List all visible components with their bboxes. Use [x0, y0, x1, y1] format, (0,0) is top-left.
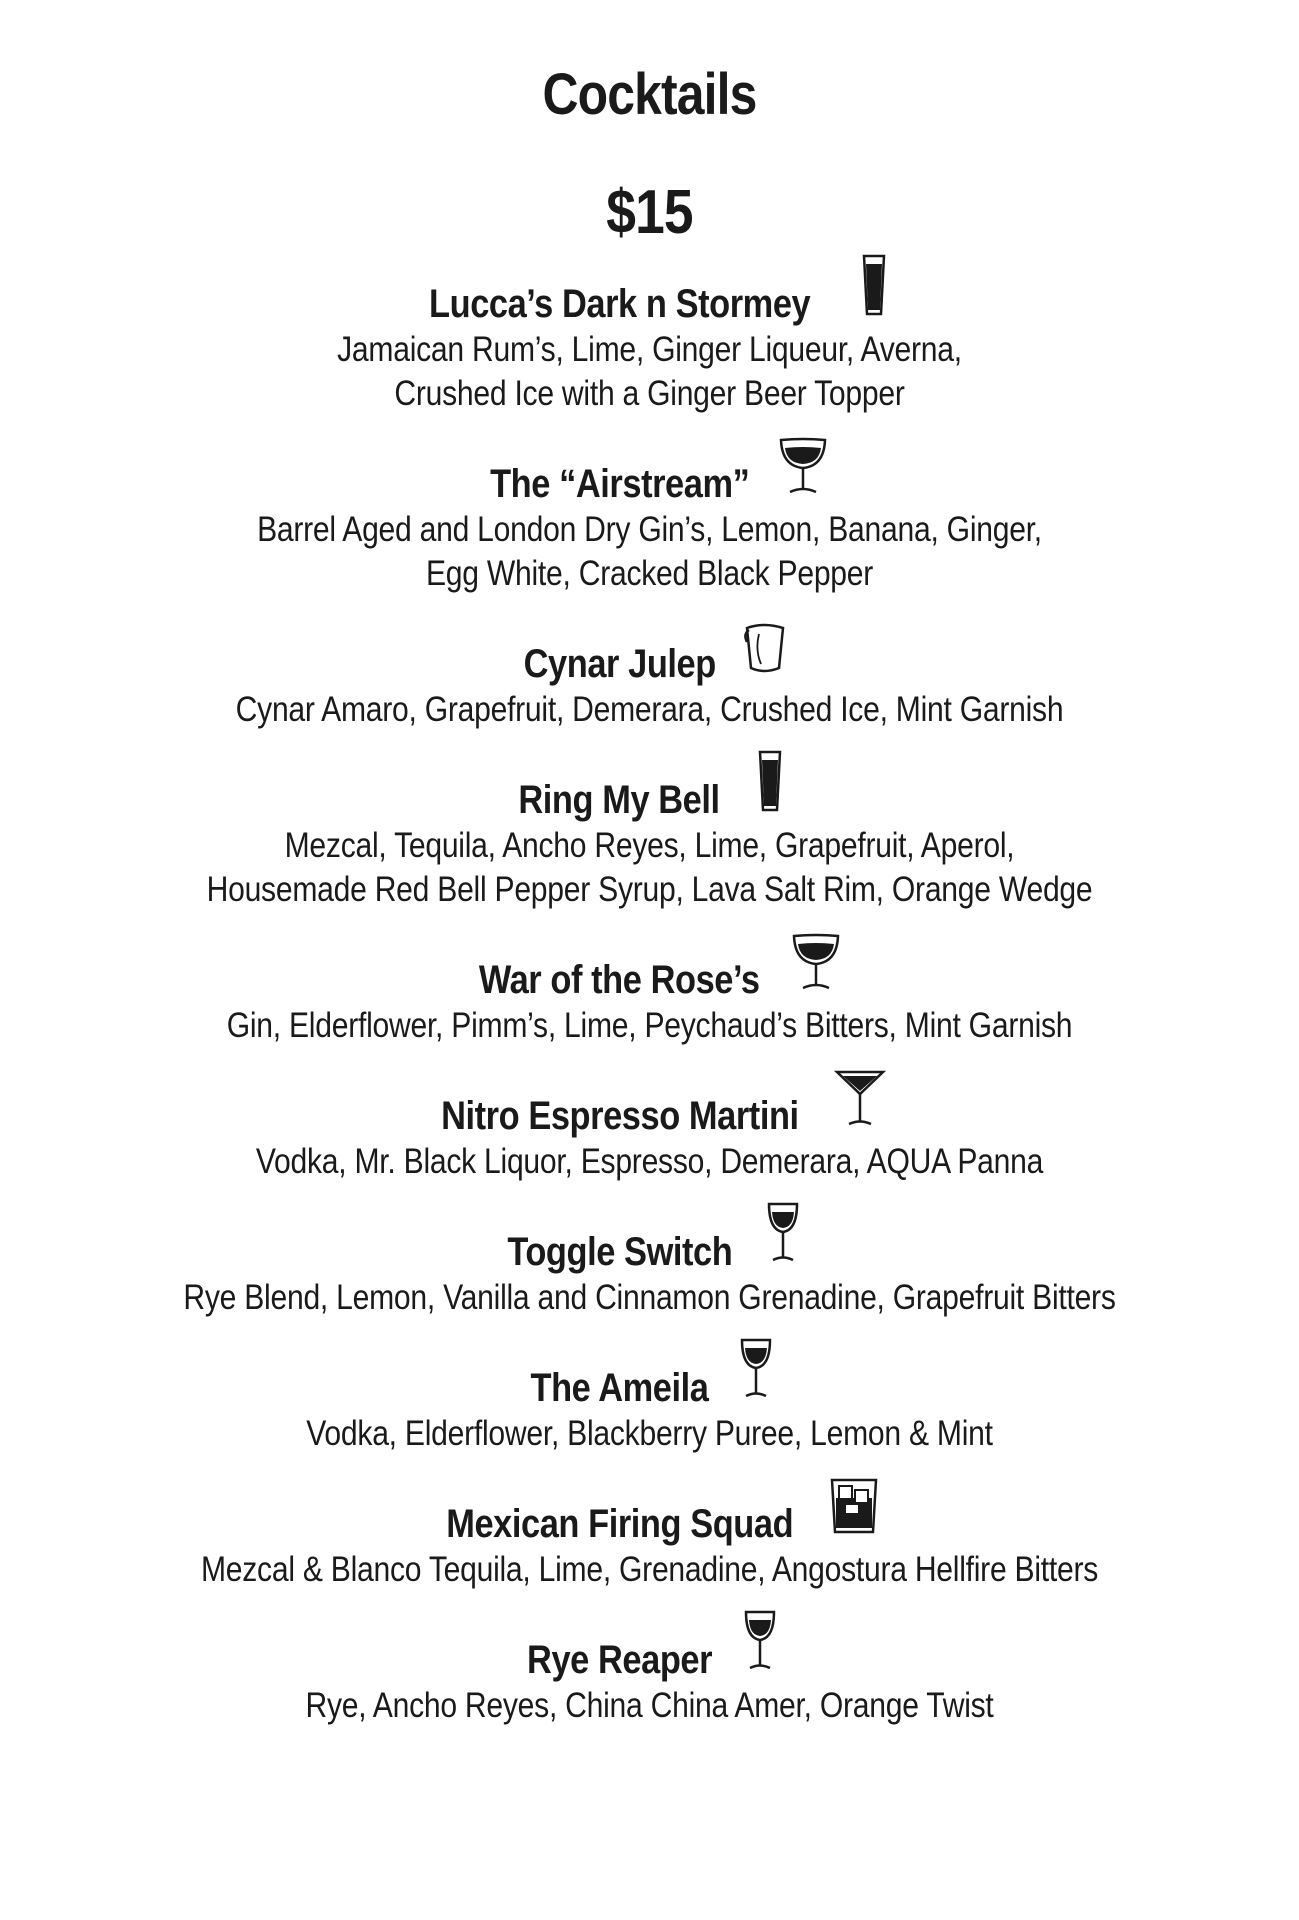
- menu-item: [0, 1632, 1299, 1728]
- item-description-line: Egg White, Cracked Black Pepper: [425, 554, 874, 593]
- menu-item: [0, 1224, 1299, 1320]
- menu-item: [0, 952, 1299, 1048]
- item-description-line: Gin, Elderflower, Pimm’s, Lime, Peychaud’s Bitters, Mint Garnish: [226, 1006, 1073, 1045]
- menu-item: [0, 1360, 1299, 1456]
- martini-glass-icon: [833, 1064, 887, 1130]
- item-description-line: Mezcal & Blanco Tequila, Lime, Grenadine, Angostura Hellfire Bitters: [200, 1550, 1099, 1589]
- rocks-glass-icon: [827, 1472, 881, 1538]
- highball-glass-icon: [743, 748, 797, 814]
- nick-and-nora-glass-icon: [733, 1608, 787, 1674]
- item-name: Mexican Firing Squad: [446, 1502, 793, 1546]
- item-description-line: Mezcal, Tequila, Ancho Reyes, Lime, Grapefruit, Aperol,: [284, 826, 1015, 865]
- item-description-line: Jamaican Rum’s, Lime, Ginger Liqueur, Averna,: [337, 330, 962, 369]
- item-description-line: Rye Blend, Lemon, Vanilla and Cinnamon Grenadine, Grapefruit Bitters: [183, 1278, 1116, 1317]
- coupe-glass-icon: [776, 432, 830, 498]
- menu-item: [0, 772, 1299, 912]
- item-name: Rye Reaper: [526, 1638, 713, 1682]
- item-name: Nitro Espresso Martini: [440, 1094, 799, 1138]
- menu-item: [0, 276, 1299, 416]
- item-description-line: Rye, Ancho Reyes, China China Amer, Orange Twist: [305, 1686, 994, 1725]
- item-description-line: Crushed Ice with a Ginger Beer Topper: [394, 374, 905, 413]
- item-name: Lucca’s Dark n Stormey: [428, 282, 811, 326]
- item-name: Toggle Switch: [506, 1230, 733, 1274]
- menu-item: [0, 1496, 1299, 1592]
- julep-cup-icon: [737, 612, 791, 678]
- highball-glass-icon: [847, 252, 901, 318]
- item-name: War of the Rose’s: [479, 958, 760, 1002]
- item-description-line: Cynar Amaro, Grapefruit, Demerara, Crushed Ice, Mint Garnish: [235, 690, 1064, 729]
- menu-title: Cocktails: [542, 62, 757, 127]
- item-description-line: Housemade Red Bell Pepper Syrup, Lava Salt Rim, Orange Wedge: [206, 870, 1093, 909]
- menu-item: [0, 1088, 1299, 1184]
- item-description-line: Barrel Aged and London Dry Gin’s, Lemon, Banana, Ginger,: [257, 510, 1042, 549]
- item-name: The Ameila: [530, 1366, 709, 1410]
- menu-item: [0, 636, 1299, 732]
- nick-and-nora-glass-icon: [729, 1336, 783, 1402]
- item-name: The “Airstream”: [489, 462, 750, 506]
- item-name: Cynar Julep: [523, 642, 716, 686]
- coupe-glass-icon: [789, 928, 843, 994]
- menu-price: $15: [606, 178, 693, 247]
- item-description-line: Vodka, Elderflower, Blackberry Puree, Lemon & Mint: [306, 1414, 993, 1453]
- nick-and-nora-glass-icon: [756, 1200, 810, 1266]
- item-description-line: Vodka, Mr. Black Liquor, Espresso, Demerara, AQUA Panna: [255, 1142, 1044, 1181]
- menu-item: [0, 456, 1299, 596]
- item-name: Ring My Bell: [518, 778, 721, 822]
